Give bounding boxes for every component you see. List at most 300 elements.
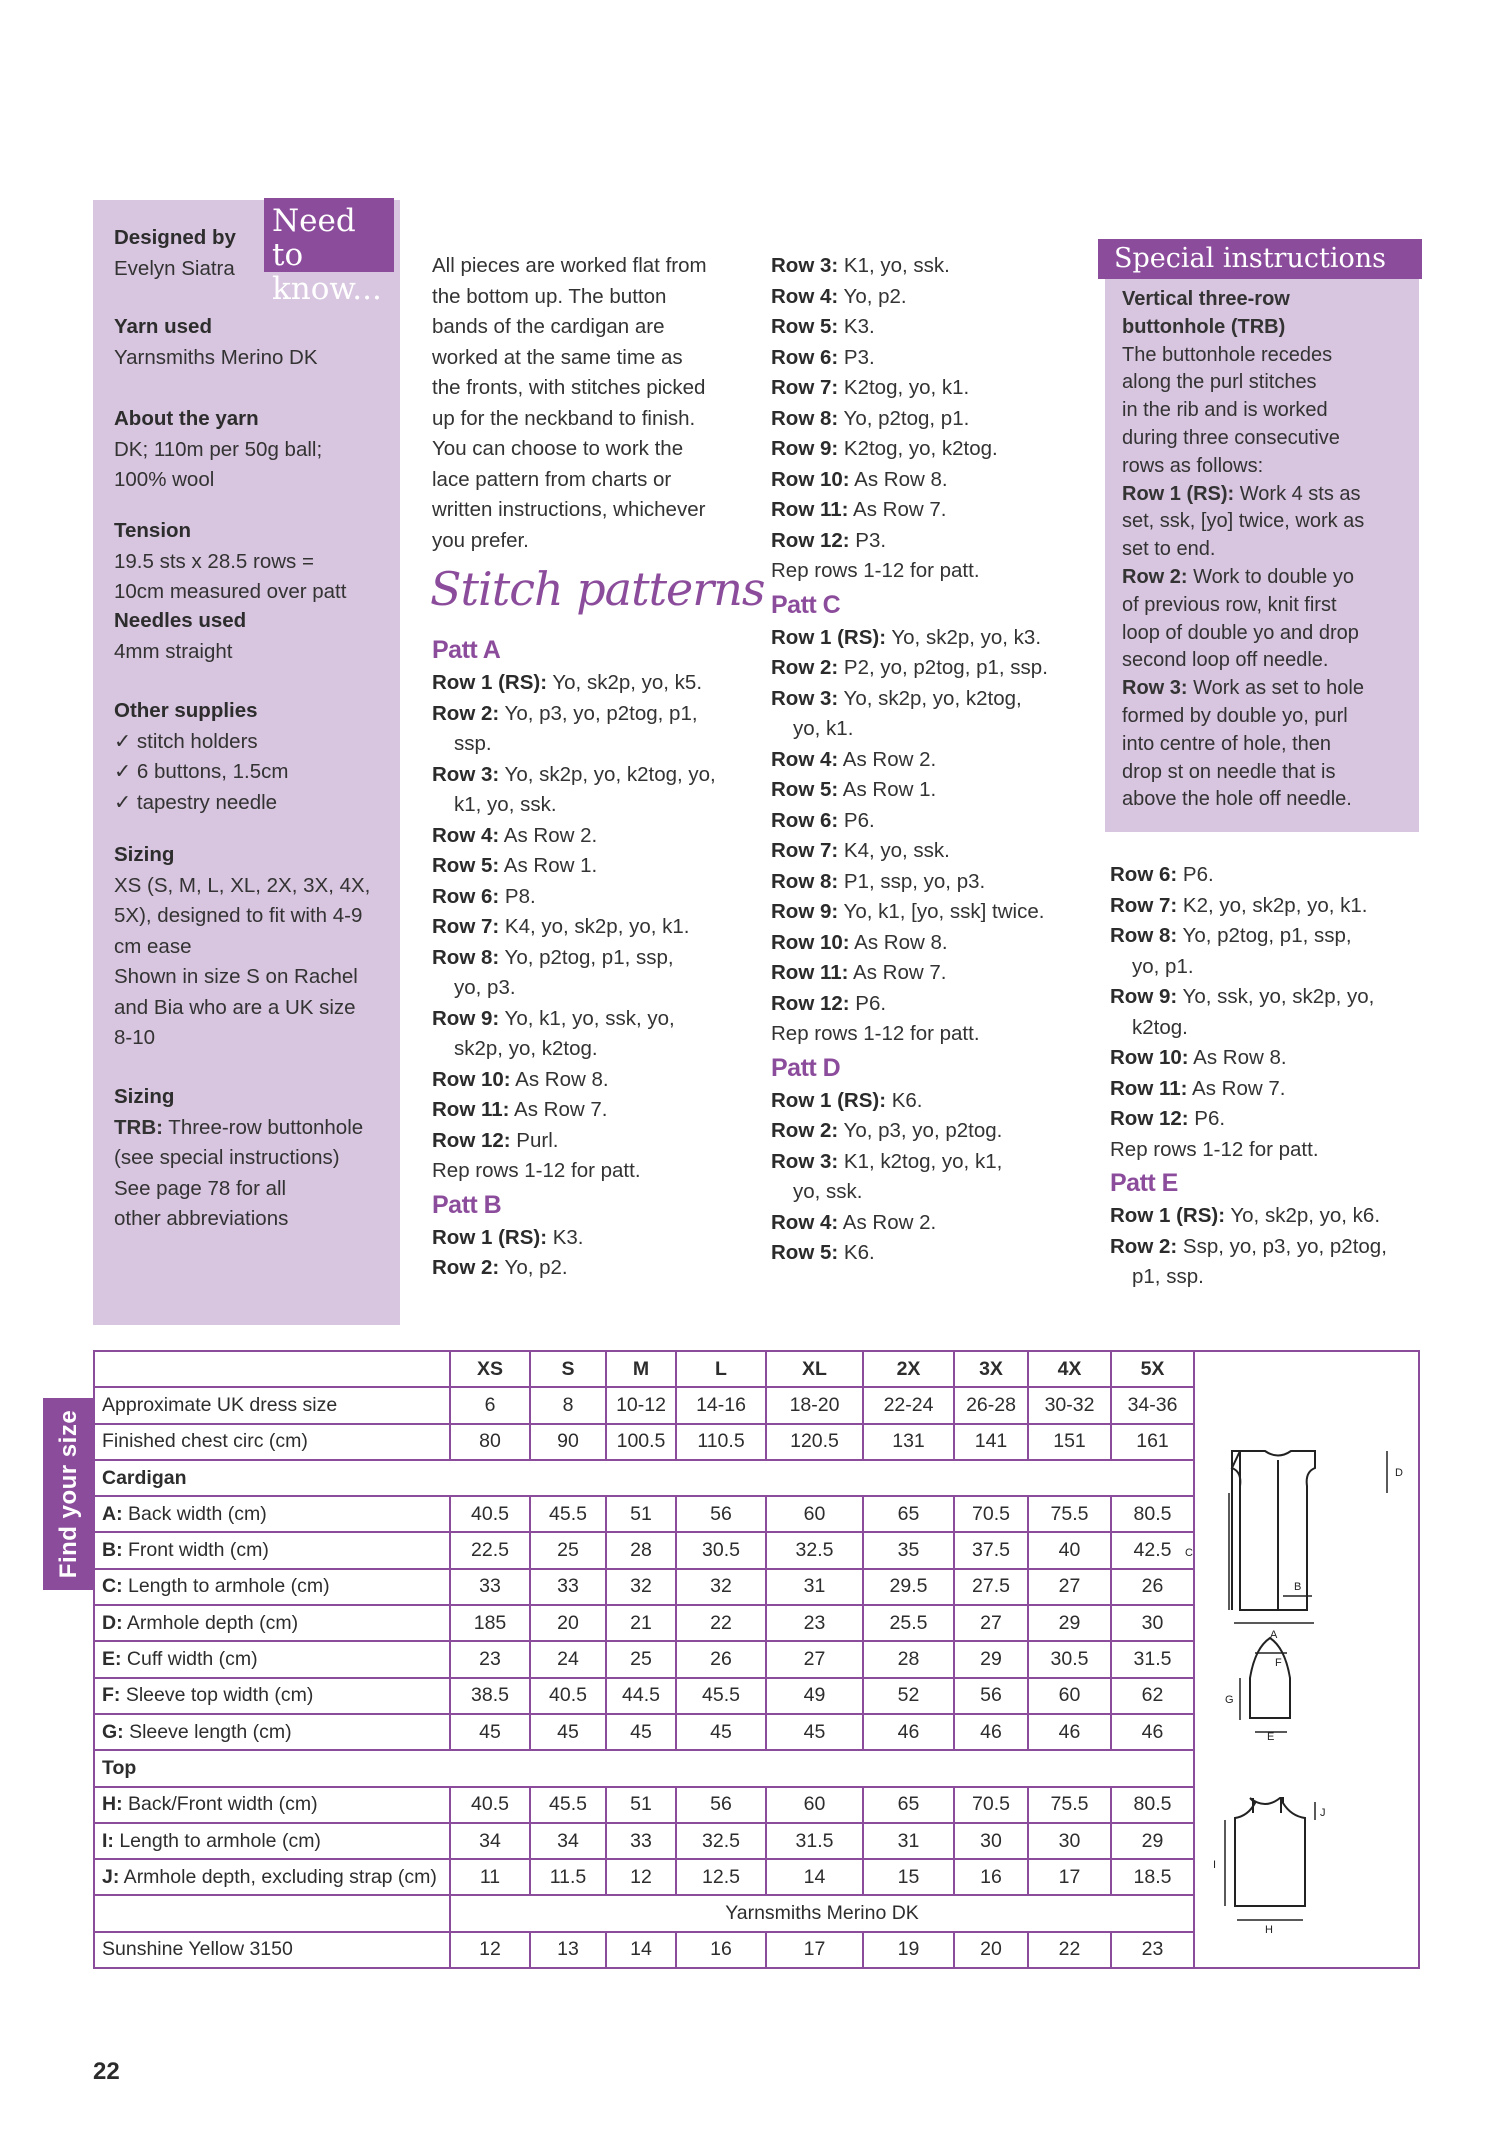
pattern-row-text: As Row 1. (838, 778, 937, 801)
pattern-row (771, 251, 1101, 282)
pattern-row (771, 404, 1101, 435)
table-cell-value: 32 (606, 1569, 676, 1605)
sidebar-block (114, 404, 389, 496)
table-cell-value: 25 (530, 1532, 606, 1568)
table-cell-value: 18.5 (1111, 1859, 1194, 1895)
pattern-row-text: Yo, p3, yo, p2tog. (838, 1119, 1003, 1142)
measurement-letter: F: (102, 1684, 121, 1707)
table-cell-value: 45 (530, 1714, 606, 1750)
special-instruction-text: second loop off needle. (1122, 649, 1329, 672)
pattern-row-continuation: yo, p1. (1132, 954, 1194, 978)
table-cell-value: 11 (450, 1859, 530, 1895)
pattern-row (432, 760, 752, 791)
table-cell-value: 38.5 (450, 1678, 530, 1714)
cardigan-body-diagram (1232, 1451, 1390, 1610)
table-cell-value: 56 (954, 1678, 1028, 1714)
table-row-label (94, 1787, 450, 1823)
special-instructions-title: Special instructions (1098, 239, 1422, 279)
table-row-label (94, 1387, 450, 1423)
pattern-repeat-note: Rep rows 1-12 for patt. (432, 1159, 641, 1182)
pattern-row-text: P8. (499, 884, 536, 908)
measurement-name: Sleeve top width (cm) (120, 1684, 314, 1707)
table-cell-value: 31.5 (766, 1823, 863, 1859)
pattern-row (771, 465, 1101, 496)
table-cell-value: 46 (954, 1714, 1028, 1750)
label-b: B (1294, 1581, 1302, 1593)
pattern-row-text: K1, yo, ssk. (838, 254, 950, 277)
pattern-row-number: Row 2: (1110, 1234, 1178, 1258)
pattern-repeat-note: Rep rows 1-12 for patt. (771, 1022, 980, 1045)
pattern-row-text: P6. (838, 808, 875, 832)
special-instruction-text: along the purl stitches (1122, 371, 1317, 394)
table-cell-value: 37.5 (954, 1532, 1028, 1568)
sidebar-block-line: ✓ stitch holders (114, 729, 258, 753)
pattern-heading: Patt D (771, 1053, 841, 1082)
measurement-letter: H: (102, 1793, 123, 1816)
pattern-row-number: Row 1 (RS): (1110, 1204, 1226, 1227)
pattern-row-number: Row 6: (432, 884, 500, 908)
table-cell-value: 65 (863, 1787, 954, 1823)
pattern-row-text: P2, yo, p2tog, p1, ssp. (838, 656, 1048, 679)
table-cell-value: 40.5 (450, 1496, 530, 1532)
sleeve-diagram (1250, 1638, 1290, 1718)
pattern-row-number: Row 4: (771, 284, 839, 308)
table-cell-value: 19 (863, 1932, 954, 1968)
sidebar-block-line: DK; 110m per 50g ball; (114, 437, 323, 461)
table-cell-value: 24 (530, 1641, 606, 1677)
special-instruction-text: into centre of hole, then (1122, 732, 1332, 755)
table-cell-value: 29 (1111, 1823, 1194, 1859)
table-cell-value: 161 (1111, 1424, 1194, 1460)
sidebar-block-line-text: (see special instructions) (114, 1146, 340, 1169)
pattern-row-number: Row 10: (771, 467, 850, 491)
measurement-name: Cuff width (cm) (121, 1648, 258, 1671)
pattern-row (771, 282, 1101, 313)
table-row-label (94, 1714, 450, 1750)
table-cell-value: 45 (450, 1714, 530, 1750)
special-instruction-bold: Vertical three-row (1122, 288, 1290, 310)
special-instruction-text: of previous row, knit first (1122, 593, 1337, 616)
pattern-row (771, 928, 1101, 959)
measurement-name: Length to armhole (cm) (113, 1829, 321, 1852)
table-row-label (94, 1605, 450, 1641)
top-diagram (1235, 1798, 1305, 1906)
measurement-name: Length to armhole (cm) (122, 1575, 330, 1598)
pattern-row-text: As Row 8. (1188, 1046, 1287, 1069)
measurement-letter: D: (102, 1611, 123, 1634)
pattern-row-text: Yo, sk2p, yo, k6. (1225, 1204, 1381, 1227)
table-row-label (94, 1569, 450, 1605)
pattern-row (771, 1147, 1101, 1178)
table-cell-value: 22 (1028, 1932, 1111, 1968)
table-cell-value: 45 (766, 1714, 863, 1750)
table-cell-value: 131 (863, 1424, 954, 1460)
sidebar-block-heading: Needles used (114, 609, 247, 632)
table-cell-value: 45.5 (530, 1496, 606, 1532)
table-cell-value: 51 (606, 1787, 676, 1823)
table-cell-value: 27 (766, 1641, 863, 1677)
table-cell-value: 110.5 (676, 1424, 766, 1460)
table-cell-value: 20 (530, 1605, 606, 1641)
table-cell-value: 27.5 (954, 1569, 1028, 1605)
pattern-row-text: K2, yo, sk2p, yo, k1. (1177, 893, 1368, 917)
table-cell-value: 34 (530, 1823, 606, 1859)
table-cell-value: 120.5 (766, 1424, 863, 1460)
pattern-row-text: K1, k2tog, yo, k1, (838, 1149, 1003, 1173)
measurement-name: Approximate UK dress size (102, 1393, 338, 1416)
pattern-row-text: K3. (838, 315, 875, 338)
size-header-cell: M (606, 1351, 676, 1387)
pattern-row-text: As Row 7. (848, 961, 947, 984)
measurement-name: Armhole depth, excluding strap (cm) (119, 1865, 437, 1888)
sidebar-block-heading: Designed by (114, 226, 236, 249)
pattern-row-text: P6. (1177, 863, 1214, 886)
pattern-row (432, 851, 752, 882)
table-cell-value: 22.5 (450, 1532, 530, 1568)
special-instruction-line (1122, 508, 1412, 536)
table-row-label (94, 1678, 450, 1714)
measurement-letter: C: (102, 1575, 123, 1598)
table-cell-value: 45.5 (530, 1787, 606, 1823)
intro-line: worked at the same time as (432, 345, 683, 369)
special-instruction-line (1122, 286, 1412, 314)
special-instruction-line (1122, 314, 1412, 342)
sidebar-block-line: and Bia who are a UK size (114, 995, 356, 1019)
special-instruction-text: during three consecutive (1122, 426, 1340, 449)
table-cell-value: 80.5 (1111, 1496, 1194, 1532)
pattern-row (1110, 921, 1420, 952)
size-header-corner (94, 1351, 450, 1387)
pattern-row-number: Row 6: (771, 345, 839, 369)
pattern-row-continuation: ssp. (454, 732, 492, 755)
intro-text (432, 251, 752, 556)
pattern-row-text: As Row 2. (838, 747, 937, 771)
pattern-row-text: Yo, k1, yo, ssk, yo, (499, 1006, 675, 1030)
pattern-row (1110, 1232, 1420, 1263)
sidebar-block-line-bold: TRB: (114, 1115, 163, 1139)
garment-schematic-diagrams (1185, 1438, 1415, 1978)
special-instruction-bold: Row 3: (1122, 677, 1188, 700)
pattern-row (771, 343, 1101, 374)
pattern-row-text: Yo, p2. (838, 284, 907, 308)
table-cell-value: 27 (1028, 1569, 1111, 1605)
sidebar-block-line: Shown in size S on Rachel (114, 965, 358, 988)
table-cell-value: 62 (1111, 1678, 1194, 1714)
pattern-row (1110, 1074, 1420, 1105)
table-cell-value: 14 (766, 1859, 863, 1895)
label-g: G (1225, 1694, 1234, 1706)
table-cell-value: 34 (450, 1823, 530, 1859)
pattern-row-number: Row 11: (1110, 1076, 1188, 1100)
pattern-row-number: Row 12: (771, 528, 850, 552)
sidebar-block-line: 19.5 sts x 28.5 rows = (114, 549, 314, 573)
pattern-row (432, 699, 752, 730)
table-cell-value: 32 (676, 1569, 766, 1605)
pattern-repeat-note: Rep rows 1-12 for patt. (771, 559, 980, 582)
pattern-row-number: Row 1 (RS): (771, 1088, 887, 1112)
table-cell-value: 52 (863, 1678, 954, 1714)
special-instruction-text: rows as follows: (1122, 454, 1264, 477)
table-cell-value: 33 (606, 1823, 676, 1859)
special-instruction-text: drop st on needle that is (1122, 760, 1336, 783)
pattern-row-text: K6. (838, 1241, 875, 1264)
pattern-row-text: Yo, p2tog, p1. (838, 406, 970, 430)
table-cell-value: 40 (1028, 1532, 1111, 1568)
pattern-row-number: Row 4: (432, 823, 500, 847)
special-instruction-line (1122, 620, 1412, 648)
find-your-size-label: Find your size (55, 1409, 82, 1579)
table-cell-value: 32.5 (676, 1823, 766, 1859)
pattern-row (771, 989, 1101, 1020)
table-cell-value: 45 (606, 1714, 676, 1750)
pattern-row (771, 495, 1101, 526)
table-cell-value: 17 (766, 1932, 863, 1968)
pattern-row (1110, 860, 1420, 891)
table-cell-value: 6 (450, 1387, 530, 1423)
table-cell-value: 29 (954, 1641, 1028, 1677)
table-cell-value: 14 (606, 1932, 676, 1968)
pattern-row-number: Row 12: (1110, 1107, 1189, 1130)
pattern-row (771, 775, 1101, 806)
table-section-heading: Cardigan (94, 1460, 1194, 1496)
special-instruction-bold: buttonhole (TRB) (1122, 315, 1286, 338)
table-cell-value: 8 (530, 1387, 606, 1423)
pattern-row-number: Row 1 (RS): (771, 625, 887, 649)
pattern-row-number: Row 5: (771, 1241, 839, 1264)
table-cell-value: 28 (606, 1532, 676, 1568)
measurement-letter: A: (102, 1502, 123, 1525)
table-cell-value: 16 (676, 1932, 766, 1968)
pattern-heading: Patt A (432, 636, 501, 664)
size-header-cell: 5X (1111, 1351, 1194, 1387)
table-cell-value: 90 (530, 1424, 606, 1460)
special-instruction-text: formed by double yo, purl (1122, 704, 1348, 727)
sidebar-block-line-text: Three-row buttonhole (162, 1115, 364, 1139)
intro-line: written instructions, whichever (432, 498, 706, 521)
table-cell-value: 75.5 (1028, 1496, 1111, 1532)
special-instruction-line (1122, 703, 1412, 731)
special-instruction-text: loop of double yo and drop (1122, 621, 1359, 644)
table-cell-value: 23 (1111, 1932, 1194, 1968)
page-number: 22 (93, 2058, 120, 2085)
pattern-heading: Patt C (771, 590, 841, 619)
table-cell-value: 31.5 (1111, 1641, 1194, 1677)
pattern-row-number: Row 3: (432, 762, 500, 786)
pattern-row-continuation: yo, p3. (454, 976, 516, 999)
measurement-name: Armhole depth (cm) (122, 1611, 299, 1634)
pattern-row (771, 1208, 1101, 1239)
sidebar-block-line: cm ease (114, 934, 192, 958)
table-cell-value: 141 (954, 1424, 1028, 1460)
sidebar-block-heading: Sizing (114, 1085, 175, 1108)
pattern-row-text: P6. (849, 991, 887, 1015)
table-cell-value: 80 (450, 1424, 530, 1460)
pattern-row-number: Row 9: (1110, 985, 1178, 1008)
table-cell-value: 31 (766, 1569, 863, 1605)
pattern-column-2 (771, 251, 1101, 1269)
pattern-row (432, 1126, 752, 1157)
special-instruction-line (1122, 369, 1412, 397)
sidebar-block-heading: Tension (114, 519, 192, 542)
sidebar-block-line: ✓ 6 buttons, 1.5cm (114, 760, 289, 783)
pattern-row-number: Row 10: (1110, 1046, 1189, 1069)
pattern-row-text: K3. (547, 1225, 584, 1249)
pattern-row-number: Row 2: (771, 656, 839, 679)
table-cell-value: 21 (606, 1605, 676, 1641)
table-row-label (94, 1641, 450, 1677)
size-header-cell: S (530, 1351, 606, 1387)
table-cell-value: 32.5 (766, 1532, 863, 1568)
sidebar-block-line: 100% wool (114, 468, 215, 491)
table-cell-value: 29.5 (863, 1569, 954, 1605)
pattern-row-text: P3. (849, 528, 887, 552)
table-cell-value: 22 (676, 1605, 766, 1641)
intro-line: the bottom up. The button (432, 284, 667, 308)
measurement-name: Back/Front width (cm) (122, 1793, 318, 1816)
pattern-row-number: Row 10: (771, 930, 850, 954)
top-measure-lines (1225, 1802, 1315, 1920)
table-cell-value: 33 (530, 1569, 606, 1605)
pattern-row-number: Row 8: (771, 406, 839, 430)
pattern-row-number: Row 7: (1110, 893, 1178, 917)
table-cell-value: 33 (450, 1569, 530, 1605)
pattern-row-text: As Row 7. (509, 1098, 608, 1121)
pattern-row (1110, 891, 1420, 922)
table-cell-value: 46 (1111, 1714, 1194, 1750)
table-cell-value: 80.5 (1111, 1787, 1194, 1823)
sidebar-block-line (114, 1204, 389, 1235)
pattern-row (1110, 982, 1420, 1013)
pattern-row-text: Yo, k1, [yo, ssk] twice. (838, 900, 1045, 923)
pattern-row (771, 806, 1101, 837)
pattern-row-number: Row 1 (RS): (432, 671, 548, 694)
sidebar-block-line: Yarnsmiths Merino DK (114, 345, 318, 369)
table-cell-value: 75.5 (1028, 1787, 1111, 1823)
pattern-row (771, 312, 1101, 343)
special-instruction-line (1122, 425, 1412, 453)
pattern-row-number: Row 3: (771, 1149, 839, 1173)
yarn-name-cell: Yarnsmiths Merino DK (450, 1895, 1194, 1931)
special-instruction-text: Work 4 sts as (1234, 482, 1361, 505)
sidebar-block (114, 606, 389, 667)
intro-line: All pieces are worked flat from (432, 254, 707, 277)
special-instruction-line (1122, 564, 1412, 592)
pattern-row (432, 882, 752, 913)
table-cell-value: 11.5 (530, 1859, 606, 1895)
table-cell-value: 28 (863, 1641, 954, 1677)
intro-line: up for the neckband to finish. (432, 406, 696, 430)
pattern-heading: Patt B (432, 1190, 502, 1219)
table-cell-value: 13 (530, 1932, 606, 1968)
sidebar-block (114, 696, 389, 818)
pattern-row-number: Row 4: (771, 1210, 839, 1234)
table-cell-value: 40.5 (530, 1678, 606, 1714)
label-a: A (1270, 1629, 1278, 1641)
table-row-label (94, 1424, 450, 1460)
special-instruction-line (1122, 536, 1412, 564)
pattern-row-text: Yo, ssk, yo, sk2p, yo, (1177, 985, 1375, 1008)
pattern-repeat-note: Rep rows 1-12 for patt. (1110, 1137, 1319, 1161)
intro-line: bands of the cardigan are (432, 315, 665, 338)
pattern-row (771, 897, 1101, 928)
size-header-cell: 3X (954, 1351, 1028, 1387)
sidebar-block-line: ✓ tapestry needle (114, 790, 278, 814)
pattern-row-text: P1, ssp, yo, p3. (838, 869, 986, 893)
table-cell-value: 46 (863, 1714, 954, 1750)
table-cell-value: 12 (450, 1932, 530, 1968)
special-instruction-line (1122, 647, 1412, 675)
pattern-row-number: Row 11: (771, 961, 849, 984)
need-to-know-panel (93, 200, 400, 1325)
table-cell-value: 22-24 (863, 1387, 954, 1423)
pattern-row-number: Row 3: (771, 686, 839, 710)
sidebar-block-line: XS (S, M, L, XL, 2X, 3X, 4X, (114, 873, 371, 897)
special-instruction-line (1122, 397, 1412, 425)
pattern-row-number: Row 8: (1110, 924, 1178, 947)
pattern-row-text: Yo, sk2p, yo, k2tog, yo, (499, 762, 716, 786)
table-cell-value: 30 (1028, 1823, 1111, 1859)
size-header-cell: 4X (1028, 1351, 1111, 1387)
pattern-row (771, 836, 1101, 867)
table-cell-value: 10-12 (606, 1387, 676, 1423)
pattern-row-text: As Row 8. (510, 1067, 609, 1091)
pattern-column-3 (1110, 860, 1420, 1293)
sidebar-block-line (114, 1174, 389, 1205)
sidebar-block-line (114, 1143, 389, 1174)
pattern-row-number: Row 10: (432, 1067, 511, 1091)
table-cell-value: 30 (954, 1823, 1028, 1859)
pattern-row (432, 821, 752, 852)
need-to-know-tab (264, 198, 394, 307)
table-cell-value: 30.5 (1028, 1641, 1111, 1677)
pattern-row-text: As Row 8. (849, 930, 948, 954)
find-your-size-tab (43, 1398, 95, 1590)
table-cell-value: 14-16 (676, 1387, 766, 1423)
pattern-row-text: As Row 8. (849, 467, 948, 491)
pattern-row (771, 958, 1101, 989)
pattern-row (771, 745, 1101, 776)
table-cell-value: 51 (606, 1496, 676, 1532)
pattern-row (432, 943, 752, 974)
pattern-row (771, 867, 1101, 898)
table-cell-value: 26-28 (954, 1387, 1028, 1423)
pattern-row-text: As Row 7. (1187, 1076, 1286, 1100)
pattern-row-number: Row 6: (1110, 863, 1178, 886)
table-row-label (94, 1932, 450, 1968)
sidebar-block-line-text: See page 78 for all (114, 1176, 287, 1200)
sidebar-block-line: Evelyn Siatra (114, 256, 235, 280)
special-instruction-text: set, ssk, [yo] twice, work as (1122, 510, 1365, 533)
yarn-label-empty (94, 1895, 450, 1931)
pattern-row-number: Row 3: (771, 254, 839, 277)
special-instruction-line (1122, 342, 1412, 370)
pattern-row-number: Row 5: (771, 778, 839, 801)
table-cell-value: 45 (676, 1714, 766, 1750)
pattern-row-continuation: k2tog. (1132, 1015, 1188, 1039)
pattern-row-text: Purl. (510, 1128, 559, 1152)
pattern-row-number: Row 9: (771, 900, 839, 923)
pattern-row (432, 1065, 752, 1096)
table-cell-value: 100.5 (606, 1424, 676, 1460)
special-instruction-bold: Row 2: (1122, 565, 1188, 588)
table-cell-value: 151 (1028, 1424, 1111, 1460)
measurement-name: Back width (cm) (122, 1502, 267, 1525)
pattern-row-continuation: p1, ssp. (1132, 1265, 1204, 1288)
pattern-row-continuation: sk2p, yo, k2tog. (454, 1037, 598, 1060)
table-cell-value: 35 (863, 1532, 954, 1568)
measurement-letter: G: (102, 1720, 124, 1743)
pattern-row-text: As Row 2. (838, 1210, 937, 1234)
